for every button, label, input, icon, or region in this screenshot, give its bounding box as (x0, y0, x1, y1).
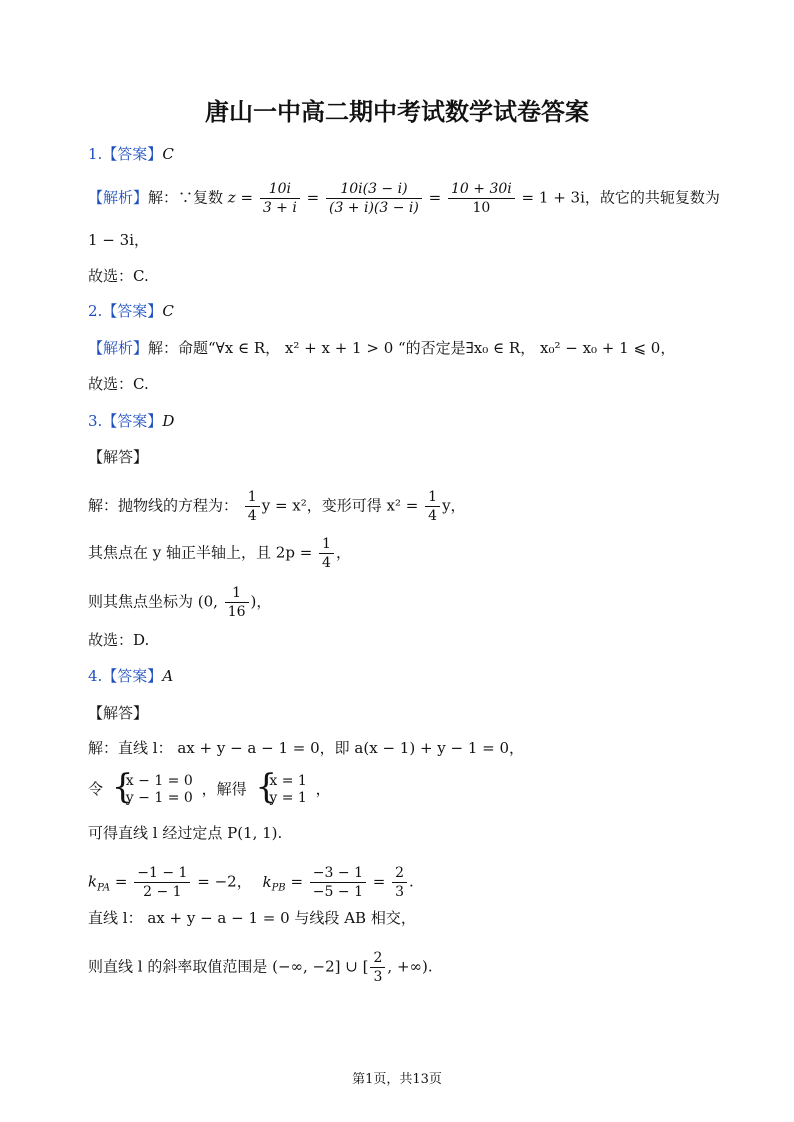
q1-eq-2: = (428, 188, 442, 207)
q3-fraction-quarter-3: $\frac{1}{4}$ (319, 535, 334, 572)
q1-choose: 故选：C. (88, 267, 149, 285)
q1-fraction-2: $\frac{10i(3 - i)}{(3 + i)(3 - i)}$ (326, 180, 422, 217)
q4-line-1: 解：直线 l： ax + y − a − 1 = 0，即 a(x − 1) + y − 1 = 0， (88, 739, 525, 757)
q1-result-text: = 1 + 3i，故它的共轭复数为 (521, 188, 720, 207)
q3-fraction-quarter-1: $\frac{1}{4}$ (245, 488, 260, 525)
q1-answer (88, 143, 174, 165)
q3-answer (88, 410, 174, 432)
q2-choose: 故选：C. (88, 375, 149, 393)
q3-line-3: 则其焦点坐标为 (0, $\frac{1}{16}$ )， (88, 585, 272, 620)
q4-solution-label: 【解答】 (88, 704, 149, 722)
q1-z-eq: z = (227, 188, 254, 207)
q4-range-fraction: $\frac{2}{3}$ (370, 949, 385, 986)
q4-line-2: 令 { x − 1 = 0 y − 1 = 0 ，解得 { x = 1 y = 1 ， (88, 767, 331, 807)
q4-two-thirds-fraction: $\frac{2}{3}$ (392, 864, 407, 901)
q2-answer-label: 2.【答案】 (88, 302, 163, 320)
q1-answer-value: C (162, 145, 174, 163)
q1-answer-label: 1.【答案】 (88, 145, 163, 163)
q4-system-2: { x = 1 y = 1 (255, 767, 307, 807)
q2-answer-value: C (162, 302, 174, 320)
q3-fraction-sixteenth: $\frac{1}{16}$ (225, 584, 249, 621)
q1-conjugate: 1 − 3i， (88, 231, 149, 249)
page-number-footer: 第1页，共13页 (352, 1072, 442, 1087)
q4-line-3: 可得直线 l 经过定点 P(1, 1). (88, 824, 283, 842)
q1-analysis (88, 180, 720, 217)
q4-system-1: { x − 1 = 0 y − 1 = 0 (111, 767, 193, 807)
page-title: 唐山一中高二期中考试数学试卷答案 (205, 98, 589, 126)
q2-answer (88, 300, 174, 322)
q3-line-2: 其焦点在 y 轴正半轴上，且 2p = $\frac{1}{4}$ ， (88, 536, 351, 571)
q3-line-1: 解：抛物线的方程为： $\frac{1}{4}$ y = x²，变形可得 x² = $\frac{1}{4}$ y， (88, 489, 466, 524)
q4-answer (88, 665, 173, 687)
q4-slope-pa-fraction: $\frac{-1 - 1}{2 - 1}$ (134, 864, 190, 901)
q1-eq-1: = (306, 188, 320, 207)
q4-answer-label: 4.【答案】 (88, 667, 163, 685)
q4-line-5: 直线 l： ax + y − a − 1 = 0 与线段 AB 相交， (88, 909, 416, 927)
q3-solution-label: 【解答】 (88, 448, 149, 466)
q3-answer-value: D (162, 412, 175, 430)
q4-line-slopes: $k_{PA}$ = $\frac{-1 - 1}{2 - 1}$ = −2， $k_{PB}$ = $\frac{-3 - 1}{-5 - 1}$ = $\frac{2}{3}$ . (88, 865, 414, 900)
q1-analysis-label: 【解析】 (88, 188, 149, 207)
q1-fraction-3: $\frac{10 + 30i}{10}$ (448, 180, 515, 217)
q3-answer-label: 3.【答案】 (88, 412, 163, 430)
q4-slope-pb-fraction: $\frac{-3 - 1}{-5 - 1}$ (310, 864, 366, 901)
q2-analysis (88, 337, 675, 359)
q2-analysis-text: 解：命题“∀x ∈ R， x² + x + 1 > 0 “的否定是∃x₀ ∈ R， x₀² − x₀ + 1 ⩽ 0， (148, 339, 676, 357)
q4-line-6: 则直线 l 的斜率取值范围是 (−∞, −2] ∪ [ $\frac{2}{3}$ , +∞). (88, 950, 433, 985)
q3-choose: 故选：D. (88, 631, 150, 649)
q1-fraction-1: $\frac{10i}{3 + i}$ (260, 180, 300, 217)
q1-analysis-prefix: 解：∵复数 (148, 188, 228, 207)
q4-answer-value: A (162, 667, 174, 685)
q3-fraction-quarter-2: $\frac{1}{4}$ (425, 488, 440, 525)
q2-analysis-label: 【解析】 (88, 339, 149, 357)
